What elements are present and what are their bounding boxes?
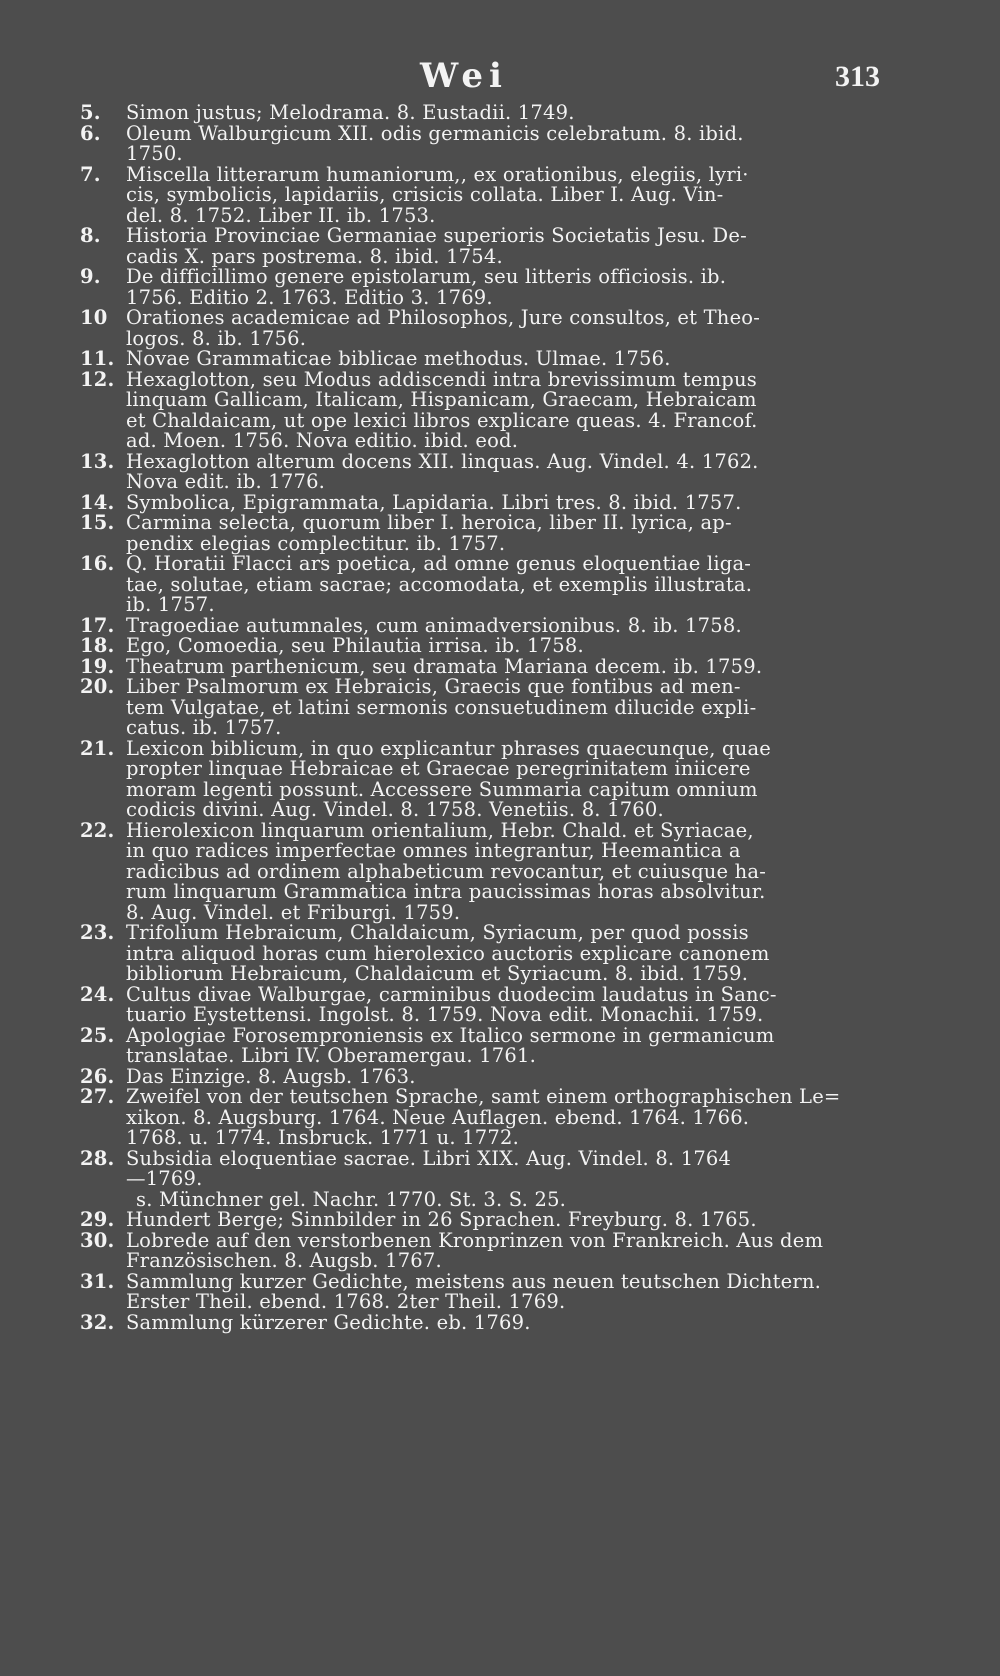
- entry-text-line: Hierolexicon linquarum orientalium, Hebr. Chald. et Syriacae,: [126, 818, 754, 842]
- entry-text-line: Ego, Comoedia, seu Philautia irrisa. ib. 1758.: [126, 634, 584, 657]
- bibliography-entry: [80, 818, 880, 924]
- entry-number: 24.: [80, 982, 115, 1006]
- entry-text-line: Novae Grammaticae biblicae methodus. Ulmae. 1756.: [126, 347, 671, 370]
- bibliography-entry: [80, 1064, 880, 1088]
- entry-number: 19.: [80, 654, 115, 678]
- entry-text-line: codicis divini. Aug. Vindel. 8. 1758. Venetiis. 8. 1760.: [126, 798, 664, 821]
- entry-text-line: bibliorum Hebraicum, Chaldaicum et Syriacum. 8. ibid. 1759.: [126, 962, 749, 985]
- entry-text-line: Französischen. 8. Augsb. 1767.: [126, 1249, 442, 1272]
- entry-number: 11.: [80, 347, 115, 370]
- entry-number: 5.: [80, 101, 101, 124]
- bibliography-entry: [80, 1146, 880, 1211]
- bibliography-entry: [80, 654, 880, 678]
- entry-number: 10: [80, 306, 108, 329]
- bibliography-entry: [80, 267, 880, 308]
- entry-text-line: pendix elegias complectitur. ib. 1757.: [126, 531, 506, 555]
- entry-text-line: Liber Psalmorum ex Hebraicis, Graecis que fontibus ad men-: [126, 675, 741, 698]
- entry-text-line: cis, symbolicis, lapidariis, crisicis collata. Liber I. Aug. Vin-: [126, 183, 724, 206]
- entry-number: 32.: [80, 1310, 115, 1334]
- entry-text-line: Oleum Walburgicum XII. odis germanicis celebratum. 8. ibid.: [126, 121, 744, 145]
- bibliography-entry: [80, 1087, 880, 1149]
- entry-number: 31.: [80, 1269, 115, 1293]
- entry-text-line: Carmina selecta, quorum liber I. heroica, liber II. lyrica, ap-: [126, 511, 732, 534]
- entry-text-line: De difficillimo genere epistolarum, seu litteris officiosis. ib.: [126, 265, 727, 288]
- entry-text-line: Orationes academicae ad Philosophos, Jure consultos, et Theo-: [126, 306, 761, 329]
- entry-number: 22.: [80, 818, 115, 842]
- entry-number: 26.: [80, 1064, 115, 1088]
- entry-number: 9.: [80, 265, 101, 288]
- entry-number: 21.: [80, 736, 115, 760]
- page-header: [0, 56, 1000, 96]
- entry-text-line: propter linquae Hebraicae et Graecae peregrinitatem iniicere: [126, 757, 751, 780]
- entry-text-line: 1768. u. 1774. Insbruck. 1771 u. 1772.: [126, 1126, 519, 1149]
- entry-text-line: cadis X. pars postrema. 8. ibid. 1754.: [126, 244, 503, 268]
- entry-text-line: Zweifel von der teutschen Sprache, samt einem orthographischen Le=: [126, 1085, 841, 1108]
- entry-text-line: Trifolium Hebraicum, Chaldaicum, Syriacum, per quod possis: [126, 921, 749, 944]
- entry-number: 7.: [80, 162, 101, 186]
- entry-text-line: moram legenti possunt. Accessere Summaria capitum omnium: [126, 777, 758, 801]
- bibliography-entry: [80, 121, 880, 165]
- bibliography-entry: [80, 736, 880, 821]
- entry-text-line: Lexicon biblicum, in quo explicantur phrases quaecunque, quae: [126, 736, 772, 760]
- entry-text-line: in quo radices imperfectae omnes integrantur, Heemantica a: [126, 839, 741, 862]
- entry-text-line: Erster Theil. ebend. 1768. 2ter Theil. 1769.: [126, 1290, 566, 1313]
- entry-text-line: translatae. Libri IV. Oberamergau. 1761.: [126, 1044, 537, 1067]
- entry-number: 8.: [80, 224, 101, 247]
- entry-number: 13.: [80, 449, 115, 473]
- entry-text-line: Das Einzige. 8. Augsb. 1763.: [126, 1064, 416, 1088]
- bibliography-entry: [80, 923, 880, 985]
- entry-number: 18.: [80, 634, 115, 657]
- entry-text-line: del. 8. 1752. Liber II. ib. 1753.: [126, 203, 436, 227]
- entry-text-line: ib. 1757.: [126, 593, 215, 616]
- entry-text-line: tae, solutae, etiam sacrae; accomodata, et exemplis illustrata.: [126, 572, 753, 596]
- entry-text-line: Hexaglotton alterum docens XII. linquas. Aug. Vindel. 4. 1762.: [126, 449, 759, 473]
- entry-text-line: Miscella litterarum humaniorum,, ex orationibus, elegiis, lyri·: [126, 162, 749, 186]
- entry-number: 30.: [80, 1228, 115, 1252]
- bibliography-entry: [80, 554, 880, 616]
- bibliography-entry: [80, 1269, 880, 1313]
- bibliography-entry: [80, 162, 880, 227]
- entry-number: 14.: [80, 490, 115, 514]
- entry-text-line: logos. 8. ib. 1756.: [126, 326, 307, 350]
- bibliography-entry: [80, 490, 880, 514]
- entry-number: 29.: [80, 1208, 115, 1231]
- entry-number: 12.: [80, 367, 115, 391]
- bibliography-entry: [80, 513, 880, 554]
- entry-text-line: Lobrede auf den verstorbenen Kronprinzen von Frankreich. Aus dem: [126, 1228, 824, 1252]
- bibliography-entry: [80, 636, 880, 657]
- bibliography-entry: [80, 449, 880, 493]
- entry-number: 25.: [80, 1023, 115, 1047]
- entry-text-line: Sammlung kurzer Gedichte, meistens aus neuen teutschen Dichtern.: [126, 1269, 822, 1293]
- entry-text-line: —1769.: [126, 1167, 203, 1190]
- entry-text-line: xikon. 8. Augsburg. 1764. Neue Auflagen. ebend. 1764. 1766.: [126, 1105, 750, 1129]
- entry-text-line: Hexaglotton, seu Modus addiscendi intra brevissimum tempus: [126, 367, 757, 391]
- entry-text-line: et Chaldaicam, ut ope lexici libros explicare queas. 4. Francof.: [126, 408, 758, 432]
- entry-text-line: Simon justus; Melodrama. 8. Eustadii. 1749.: [126, 101, 575, 124]
- entry-number: 20.: [80, 675, 115, 698]
- entry-number: 16.: [80, 552, 115, 575]
- entry-text-line: ad. Moen. 1756. Nova editio. ibid. eod.: [126, 429, 519, 452]
- bibliography-entry: [80, 1310, 880, 1334]
- entry-reference-note: s. Münchner gel. Nachr. 1770. St. 3. S. 25.: [136, 1187, 567, 1211]
- entry-text-line: 8. Aug. Vindel. et Friburgi. 1759.: [126, 900, 461, 924]
- entry-text-line: radicibus ad ordinem alphabeticum revocantur, et cuiusque ha-: [126, 859, 767, 883]
- entry-text-line: Tragoediae autumnales, cum animadversionibus. 8. ib. 1758.: [126, 613, 742, 637]
- running-head: Wei: [420, 56, 508, 96]
- entry-text-line: Historia Provinciae Germaniae superioris Societatis Jesu. De-: [126, 224, 747, 247]
- bibliography-entry: [80, 1228, 880, 1272]
- entry-text-line: linquam Gallicam, Italicam, Hispanicam, Graecam, Hebraicam: [126, 388, 757, 411]
- entry-text-line: Symbolica, Epigrammata, Lapidaria. Libri tres. 8. ibid. 1757.: [126, 490, 742, 514]
- entry-text-line: Subsidia eloquentiae sacrae. Libri XIX. Aug. Vindel. 8. 1764: [126, 1146, 732, 1170]
- entry-text-line: tem Vulgatae, et latini sermonis consuetudinem dilucide expli-: [126, 695, 757, 719]
- entry-text-line: Theatrum parthenicum, seu dramata Mariana decem. ib. 1759.: [126, 654, 763, 678]
- bibliography-entry: [80, 1023, 880, 1067]
- entry-text-line: tuario Eystettensi. Ingolst. 8. 1759. Nova edit. Monachii. 1759.: [126, 1003, 764, 1026]
- entry-text-line: intra aliquod horas cum hierolexico auctoris explicare canonem: [126, 941, 770, 965]
- page-number: 313: [835, 60, 880, 93]
- entry-number: 17.: [80, 613, 115, 637]
- entry-text-line: Q. Horatii Flacci ars poetica, ad omne genus eloquentiae liga-: [126, 552, 752, 575]
- bibliography-entry: [80, 226, 880, 267]
- entry-number: 15.: [80, 511, 115, 534]
- entry-text-line: 1750.: [126, 142, 183, 165]
- entry-number: 6.: [80, 121, 101, 145]
- bibliography-entry: [80, 308, 880, 349]
- bibliography-entry: [80, 677, 880, 739]
- entry-number: 23.: [80, 921, 115, 944]
- bibliography-entry: [80, 349, 880, 370]
- bibliography-entry: [80, 103, 880, 124]
- bibliography-entry: [80, 1210, 880, 1231]
- bibliography-entry: [80, 982, 880, 1026]
- entry-text-line: Sammlung kürzerer Gedichte. eb. 1769.: [126, 1310, 531, 1334]
- entry-text-line: Nova edit. ib. 1776.: [126, 470, 326, 493]
- entry-text-line: rum linquarum Grammatica intra paucissimas horas absolvitur.: [126, 880, 766, 903]
- entry-text-line: Hundert Berge; Sinnbilder in 26 Sprachen. Freyburg. 8. 1765.: [126, 1208, 757, 1231]
- bibliography-list: [80, 103, 880, 1333]
- bibliography-entry: [80, 613, 880, 637]
- entry-text-line: Apologiae Forosemproniensis ex Italico sermone in germanicum: [126, 1023, 775, 1047]
- entry-text-line: 1756. Editio 2. 1763. Editio 3. 1769.: [126, 285, 493, 309]
- entry-text-line: Cultus divae Walburgae, carminibus duodecim laudatus in Sanc-: [126, 982, 777, 1006]
- bibliography-entry: [80, 367, 880, 452]
- entry-text-line: catus. ib. 1757.: [126, 716, 282, 739]
- entry-number: 28.: [80, 1146, 115, 1170]
- entry-number: 27.: [80, 1085, 115, 1108]
